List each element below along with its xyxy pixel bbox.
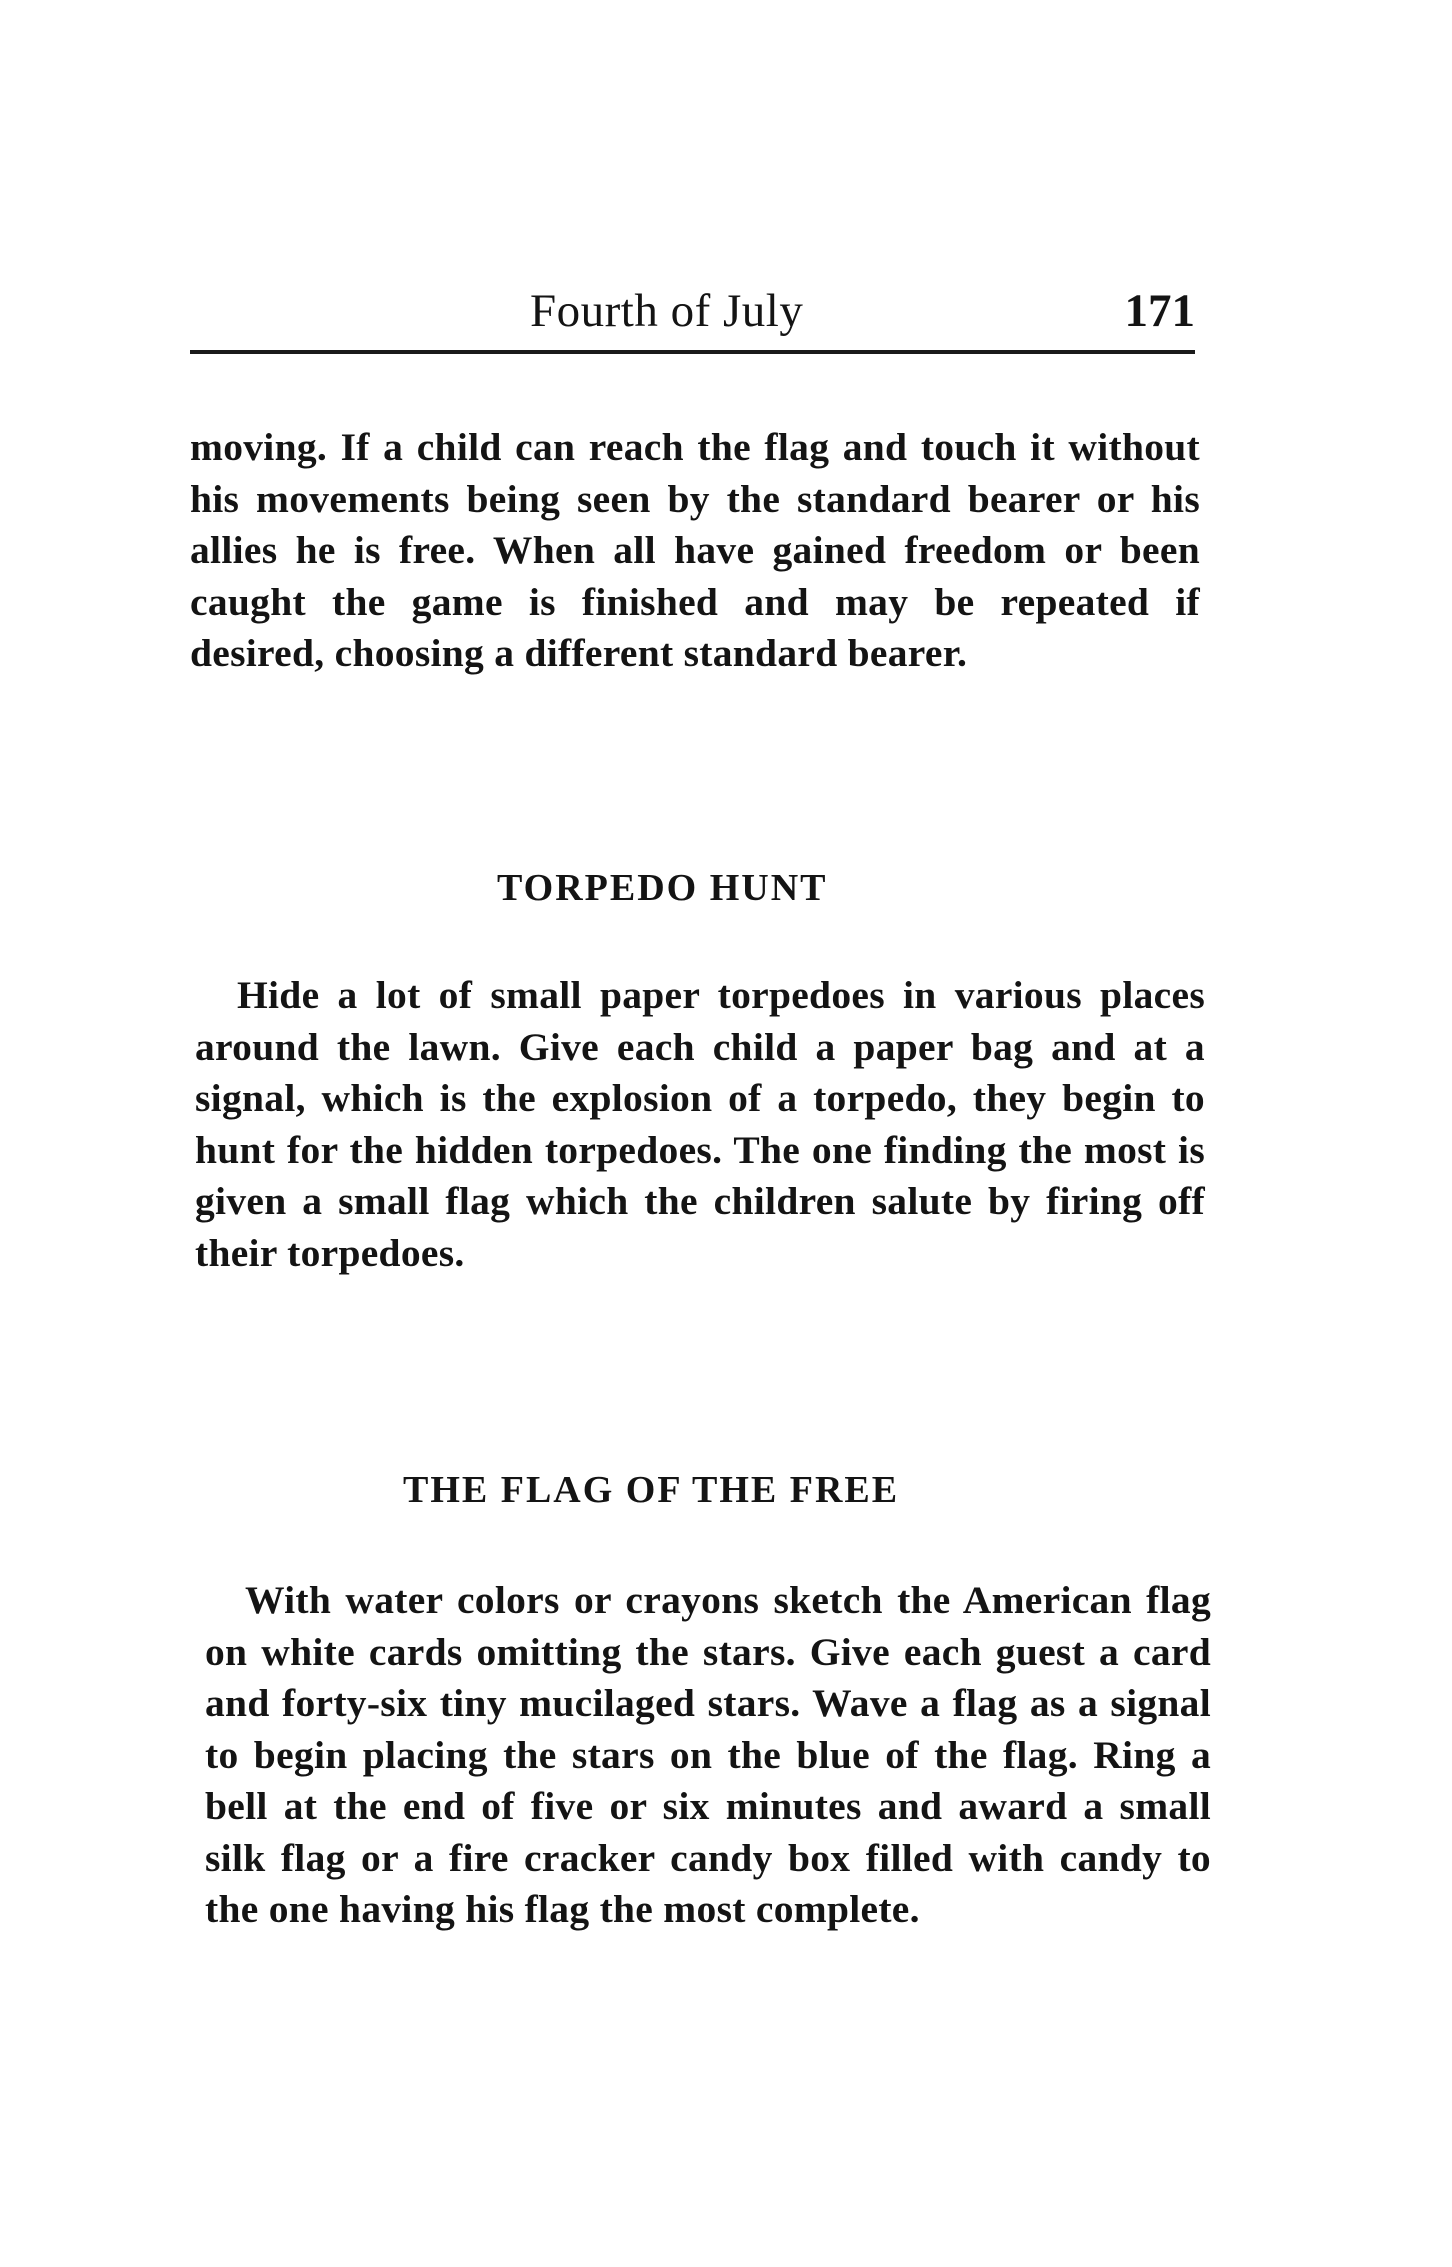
running-head	[190, 268, 1195, 358]
header-rule	[190, 350, 1195, 354]
section-heading-torpedo-hunt: TORPEDO HUNT	[497, 867, 828, 909]
page-number: 171	[1124, 285, 1195, 337]
section-body-torpedo-hunt: Hide a lot of small paper torpedoes in various places around the lawn. Give each child a paper bag and at a signal, which is the explosion of a torpedo, they begin to hunt for the hidden torpedoes. The one finding the most is given a small flag which the children salute by firing off their torpedoes.	[195, 973, 1205, 1275]
section-body-flag-of-the-free: With water colors or crayons sketch the American flag on white cards omitting the stars. Give each guest a card and forty-six tiny mucilaged stars. Wave a flag as a signal to begin placing the stars on the blue of the flag. Ring a bell at the end of five or six minutes and award a small silk flag or a fire cracker candy box filled with candy to the one having his flag the most complete.	[205, 1578, 1211, 1931]
running-title: Fourth of July	[530, 285, 804, 337]
section-heading-flag-of-the-free: THE FLAG OF THE FREE	[403, 1469, 900, 1511]
continued-paragraph: moving. If a child can reach the flag and touch it without his movements being seen by the standard bearer or his allies he is free. When all have gained freedom or been caught the game is finished and may be repeated if desired, choosing a different standard bearer.	[190, 425, 1200, 675]
